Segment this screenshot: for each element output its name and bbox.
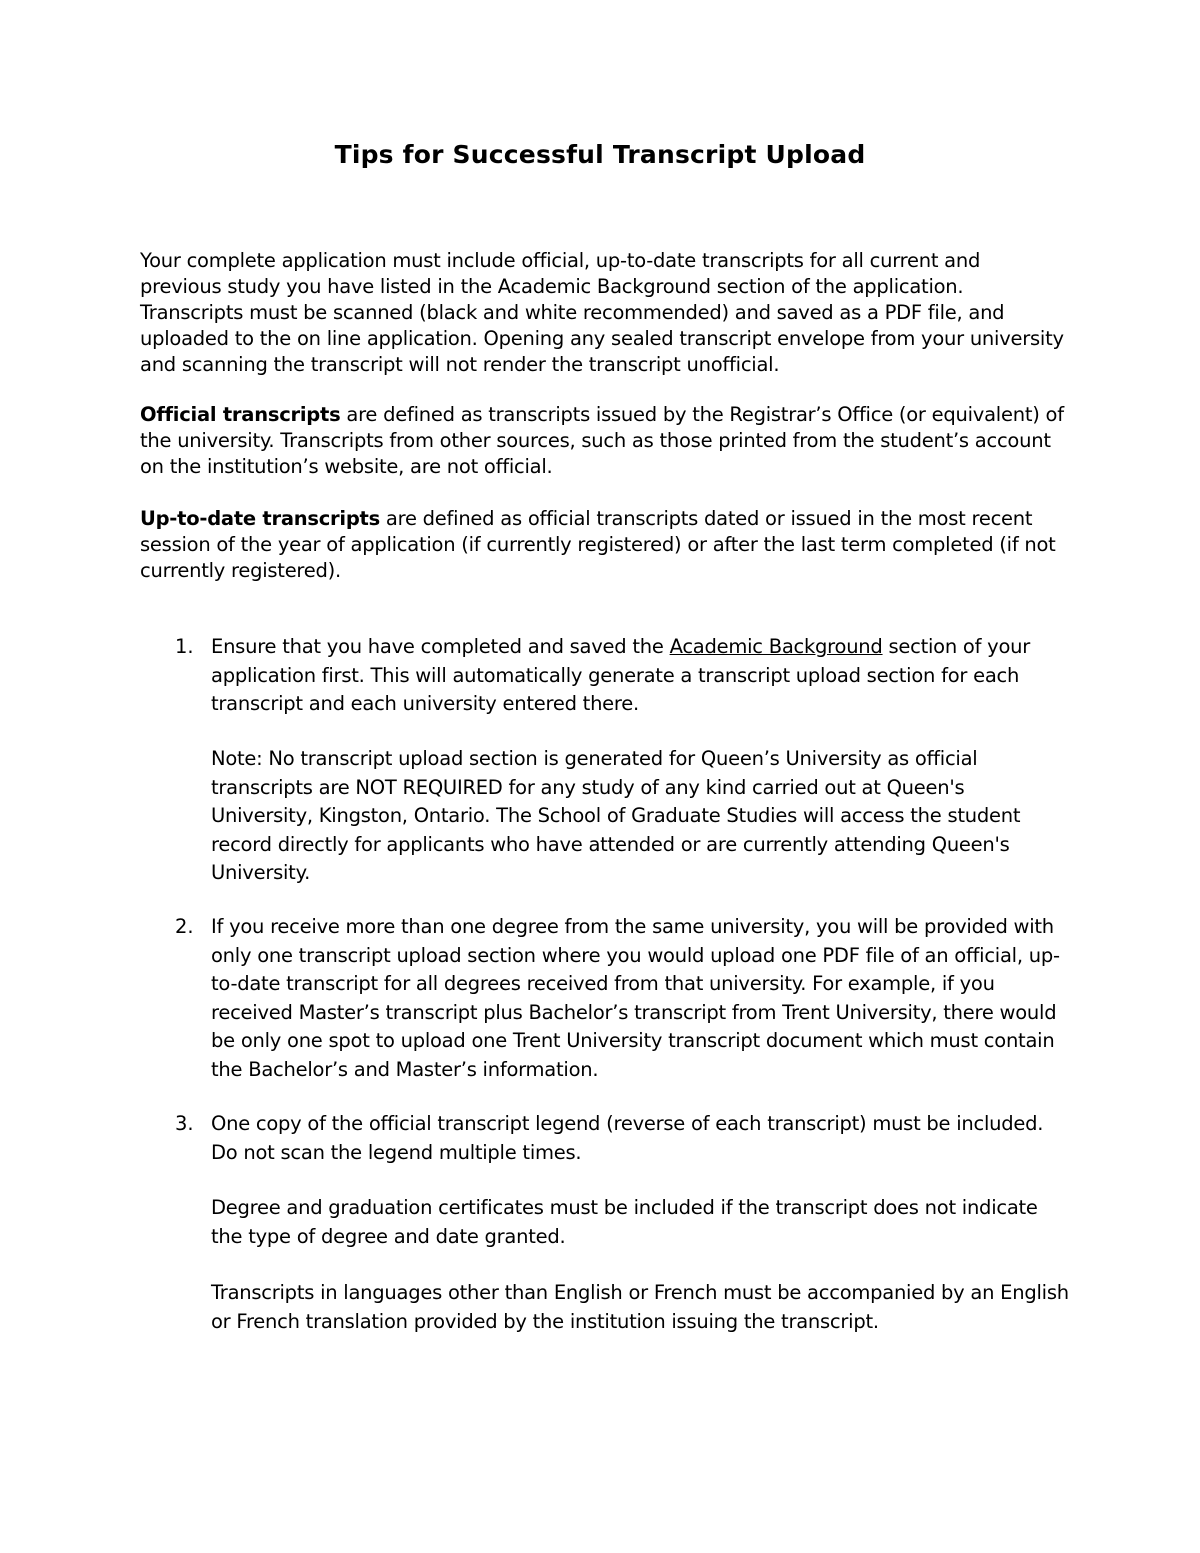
intro-paragraph: Your complete application must include official, up-to-date transcripts for all current and previous study you have listed in the Academic Background section of the application. Transcripts must be scanned (black and white recommended) and saved as a PDF file, and uploaded to the on line application. Opening any sealed transcript envelope from your university and scanning the transcript will not render the transcript unofficial. <box>140 249 1064 376</box>
list-item-1 <box>211 633 1071 719</box>
list-item-3: One copy of the official transcript legend (reverse of each transcript) must be included. Do not scan the legend multiple times. <box>211 1112 1044 1164</box>
official-term: Official transcripts <box>140 403 341 426</box>
up-to-date-definition: are defined as official transcripts dated or issued in the most recent session of the year of application (if currently registered) or after the last term completed (if not currently registered). <box>140 507 1056 582</box>
list-item-1-pre: Ensure that you have completed and saved the <box>211 635 670 658</box>
list-number-3: 3. <box>175 1112 194 1135</box>
list-number-1: 1. <box>175 635 194 658</box>
list-item-1-post: section of your application first. This will automatically generate a transcript upload section for each transcript and each university entered there. <box>211 635 1031 715</box>
list-item-1-note: Note: No transcript upload section is generated for Queen’s University as official transcripts are NOT REQUIRED for any study of any kind carried out at Queen's University, Kingston, Ontario. The School of Graduate Studies will access the student record directly for applicants who have attended or are currently attending Queen's University. <box>211 747 1021 884</box>
official-definition: are defined as transcripts issued by the Registrar’s Office (or equivalent) of the university. Transcripts from other sources, such as those printed from the student’s account on the institution’s website, are not official. <box>140 403 1064 478</box>
list-item-3-translation: Transcripts in languages other than English or French must be accompanied by an English or French translation provided by the institution issuing the transcript. <box>211 1281 1069 1333</box>
academic-background-link[interactable]: Academic Background <box>669 635 883 658</box>
list-item-3-certificates: Degree and graduation certificates must be included if the transcript does not indicate the type of degree and date granted. <box>211 1196 1038 1248</box>
list-item-2: If you receive more than one degree from the same university, you will be provided with only one transcript upload section where you would upload one PDF file of an official, up-to-date transcript for all degrees received from that university. For example, if you received Master’s transcript plus Bachelor’s transcript from Trent University, there would be only one spot to upload one Trent University transcript document which must contain the Bachelor’s and Master’s information. <box>211 915 1060 1081</box>
list-number-2: 2. <box>175 915 194 938</box>
up-to-date-term: Up-to-date transcripts <box>140 507 380 530</box>
page-title: Tips for Successful Transcript Upload <box>334 140 866 169</box>
up-to-date-paragraph <box>140 506 1065 584</box>
official-transcripts-paragraph <box>140 402 1065 480</box>
